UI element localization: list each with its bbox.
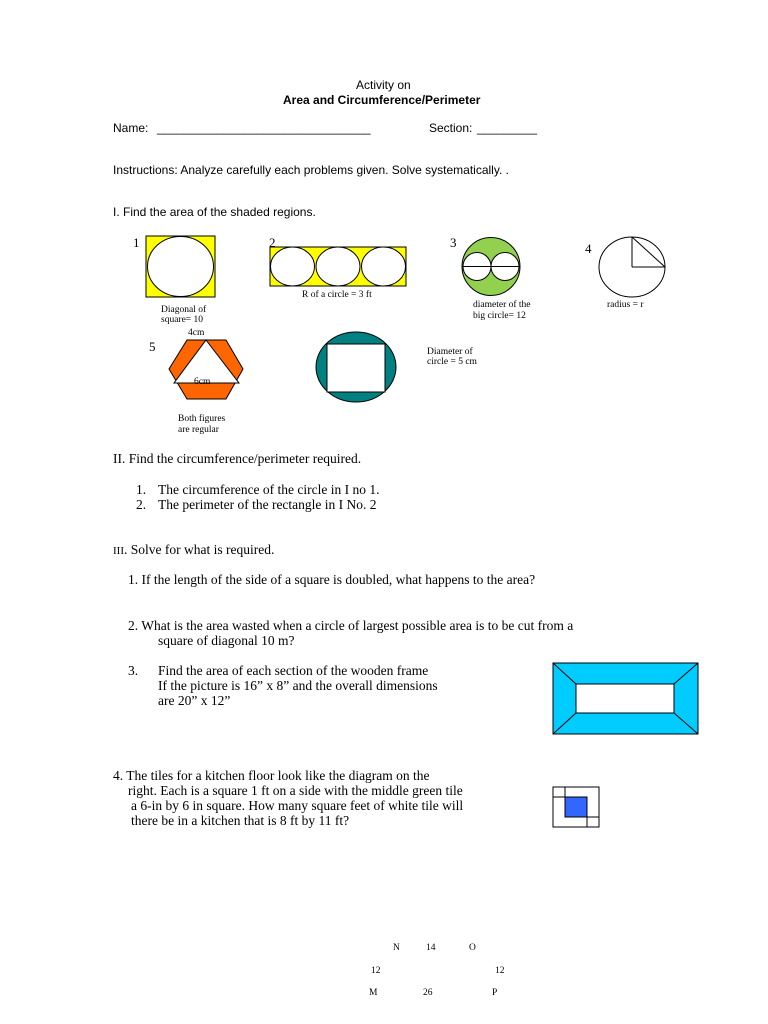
- footer-label-o: O: [469, 943, 476, 953]
- tile-figure: [553, 787, 599, 827]
- fig5-caption-line2: are regular: [178, 425, 219, 435]
- fig3-number: 3: [450, 235, 457, 250]
- part3-q2-line1: 2. What is the area wasted when a circle of largest possible area is to be cut from a: [128, 618, 574, 633]
- part3-q3-line1: Find the area of each section of the wooden frame: [158, 663, 429, 678]
- fig3-green-circle: [462, 238, 520, 296]
- fig3-caption-line1: diameter of the: [473, 300, 531, 310]
- title-line2: Area and Circumference/Perimeter: [283, 93, 481, 107]
- wooden-frame-figure: [553, 663, 698, 734]
- fig5-inner-label: 6cm: [194, 377, 211, 387]
- part2-heading: II. Find the circumference/perimeter required.: [113, 451, 362, 466]
- fig3-caption-line2: big circle= 12: [473, 311, 526, 321]
- title-line1: Activity on: [356, 78, 411, 92]
- part2-item2-num: 2.: [136, 497, 147, 512]
- fig5-top-label: 4cm: [188, 328, 205, 338]
- part3-q3-line3: are 20” x 12”: [158, 693, 231, 708]
- instructions: Instructions: Analyze carefully each problems given. Solve systematically. .: [113, 163, 509, 177]
- part3-heading-prefix: III: [113, 545, 124, 557]
- part3-q4-line4: there be in a kitchen that is 8 ft by 11 ft?: [131, 813, 350, 828]
- part3-q2-line2: square of diagonal 10 m?: [158, 633, 295, 648]
- section-label: Section:: [429, 121, 473, 135]
- fig1-number: 1: [133, 235, 140, 250]
- part3-q4-line3: a 6-in by 6 in square. How many square feet of white tile will: [131, 798, 464, 813]
- fig5-caption-line1: Both figures: [178, 414, 226, 424]
- fig6-caption-line2: circle = 5 cm: [427, 357, 477, 367]
- part3-q3-line2: If the picture is 16” x 8” and the overall dimensions: [158, 678, 438, 693]
- footer-label-right-12: 12: [495, 966, 505, 976]
- name-label: Name:: [113, 121, 149, 135]
- fig2-rectangle-circles: [270, 247, 406, 286]
- section-blank: _________: [477, 121, 538, 135]
- fig2-caption: R of a circle = 3 ft: [302, 290, 372, 300]
- part2-item1-text: The circumference of the circle in I no 1.: [158, 482, 380, 497]
- part3-q3-num: 3.: [128, 663, 139, 678]
- part2-item2-text: The perimeter of the rectangle in I No. 2: [158, 497, 377, 512]
- footer-label-14: 14: [426, 943, 436, 953]
- fig5-number: 5: [149, 339, 156, 354]
- fig2-number: 2: [269, 235, 276, 250]
- fig1-square-circle: [146, 236, 215, 297]
- part3-q4-line2: right. Each is a square 1 ft on a side with the middle green tile: [128, 783, 463, 798]
- name-blank: ________________________________: [157, 121, 371, 135]
- fig6-circle-square: [316, 332, 396, 402]
- footer-label-p: P: [492, 988, 498, 998]
- fig4-circle-radius: [599, 237, 665, 297]
- fig5-hexagon-triangle: [169, 340, 243, 399]
- fig4-number: 4: [585, 241, 592, 256]
- part3-q1: 1. If the length of the side of a square is doubled, what happens to the area?: [128, 572, 536, 587]
- part1-heading: I. Find the area of the shaded regions.: [113, 205, 316, 219]
- fig1-caption-line1: Diagonal of: [161, 305, 207, 315]
- part2-item1-num: 1.: [136, 482, 147, 497]
- part3-heading: [113, 542, 274, 558]
- footer-label-n: N: [393, 943, 400, 953]
- fig4-caption: radius = r: [607, 300, 644, 310]
- footer-label-m: M: [369, 988, 378, 998]
- footer-label-left-12: 12: [371, 966, 381, 976]
- fig6-caption-line1: Diameter of: [427, 347, 473, 357]
- footer-label-26: 26: [423, 988, 433, 998]
- fig1-caption-line2: square= 10: [161, 315, 204, 325]
- part3-heading-rest: . Solve for what is required.: [124, 542, 275, 557]
- part3-q4-line1: 4. The tiles for a kitchen floor look like the diagram on the: [113, 768, 430, 783]
